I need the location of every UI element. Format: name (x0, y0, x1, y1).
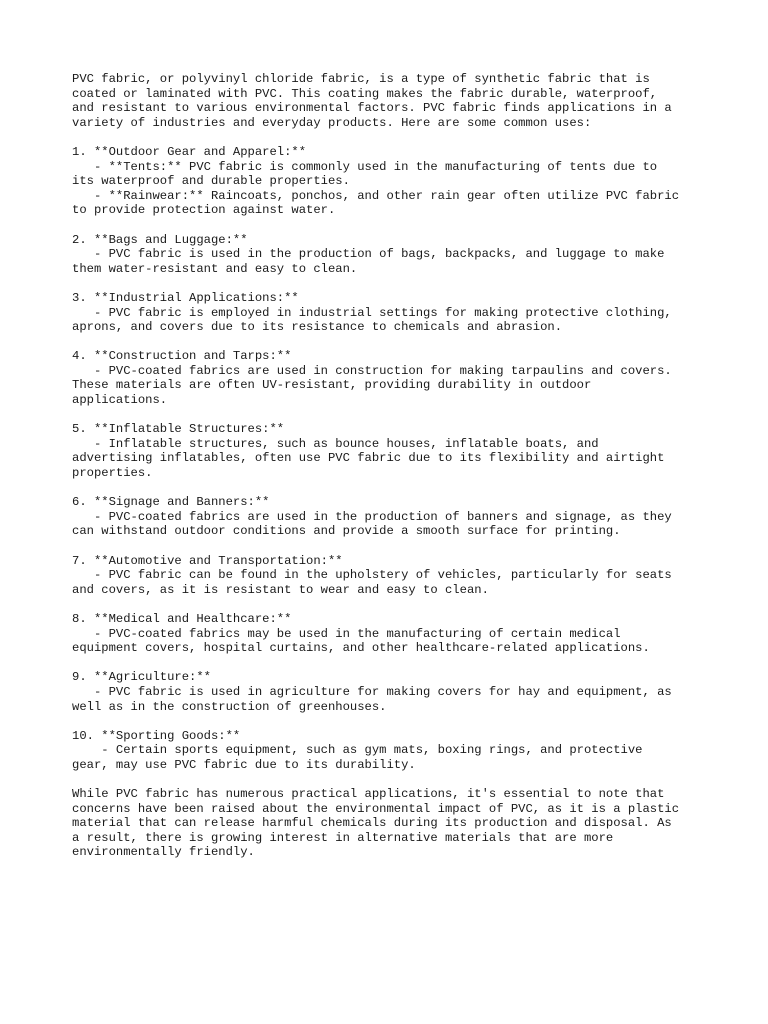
document-page (72, 72, 712, 875)
section-sporting-goods: 10. **Sporting Goods:** - Certain sports equipment, such as gym mats, boxing rings, and protective gear, may use PVC fabric due to its durability. (72, 728, 643, 772)
section-construction: 4. **Construction and Tarps:** - PVC-coated fabrics are used in construction for making tarpaulins and covers. These materials are often UV-resistant, providing durability in outdoor applications. (72, 349, 672, 408)
section-signage: 6. **Signage and Banners:** - PVC-coated fabrics are used in the production of banners and signage, as they can withstand outdoor conditions and provide a smooth surface for printing. (72, 495, 672, 539)
section-medical: 8. **Medical and Healthcare:** - PVC-coated fabrics may be used in the manufacturing of certain medical equipment covers, hospital curtains, and other healthcare-related applications. (72, 611, 650, 656)
section-inflatable: 5. **Inflatable Structures:** - Inflatable structures, such as bounce houses, inflatable boats, and advertising inflatables, often use PVC fabric due to its flexibility and airtight properties. (72, 422, 665, 481)
intro-paragraph: PVC fabric, or polyvinyl chloride fabric, is a type of synthetic fabric that is coated or laminated with PVC. This coating makes the fabric durable, waterproof, and resistant to various environmental factors. PVC fabric finds applications in a variety of industries and everyday products. Here are some common uses: (72, 72, 672, 130)
section-bags-luggage: 2. **Bags and Luggage:** - PVC fabric is used in the production of bags, backpacks, and luggage to make them water-resistant and easy to clean. (72, 232, 665, 276)
section-industrial: 3. **Industrial Applications:** - PVC fabric is employed in industrial settings for making protective clothing, aprons, and covers due to its resistance to chemicals and abrasion. (72, 290, 672, 335)
conclusion-paragraph: While PVC fabric has numerous practical applications, it's essential to note that concerns have been raised about the environmental impact of PVC, as it is a plastic material that can release harmful chemicals during its production and disposal. As a result, there is growing interest in alternative materials that are more environmentally friendly. (72, 787, 680, 860)
section-automotive: 7. **Automotive and Transportation:** - PVC fabric can be found in the upholstery of vehicles, particularly for seats and covers, as it is resistant to wear and easy to clean. (72, 553, 672, 597)
section-outdoor-gear: 1. **Outdoor Gear and Apparel:** - **Tents:** PVC fabric is commonly used in the manufacturing of tents due to its waterproof and durable properties. - **Rainwear:** Raincoats, ponchos, and other rain gear often utilize PVC fabric to provide protection against water. (72, 144, 680, 218)
section-agriculture: 9. **Agriculture:** - PVC fabric is used in agriculture for making covers for hay and equipment, as well as in the construction of greenhouses. (72, 670, 672, 714)
